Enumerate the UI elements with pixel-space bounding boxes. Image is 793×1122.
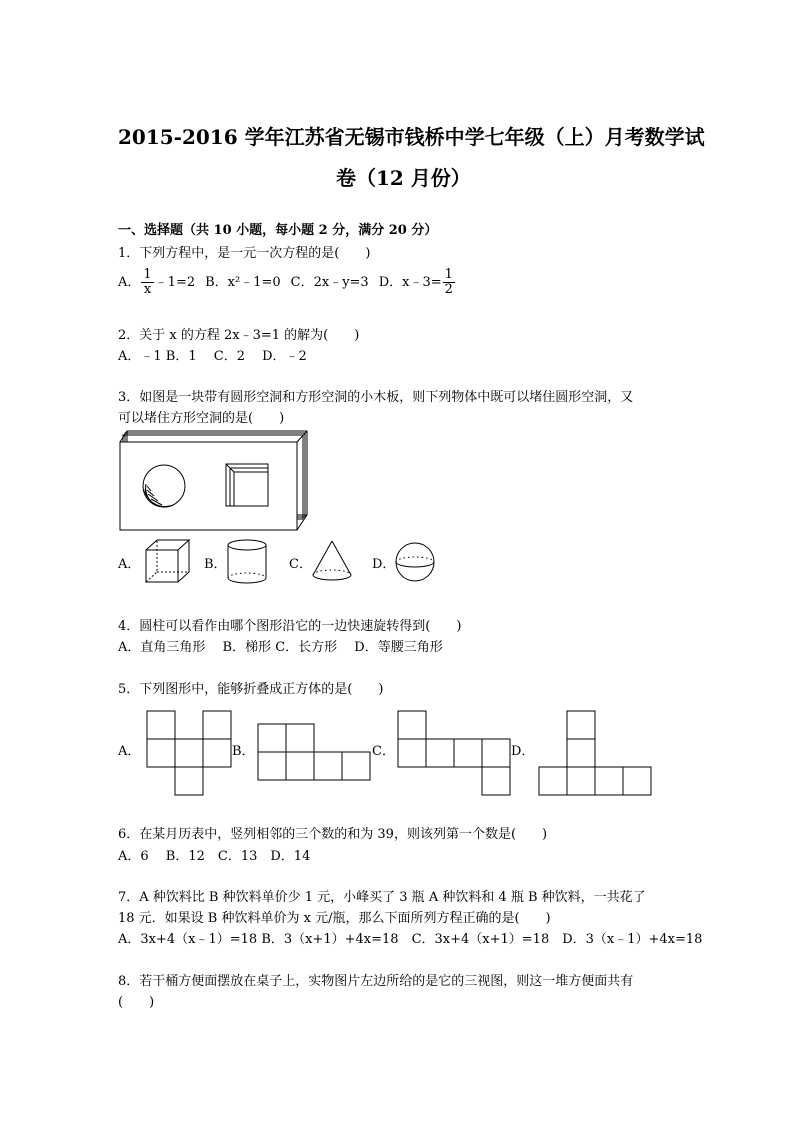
question-1-options xyxy=(118,268,456,296)
fraction-denominator: x xyxy=(143,281,152,297)
question-3-option-c: C． xyxy=(289,557,312,572)
question-3-option-b: B． xyxy=(204,557,227,572)
question-4-stem: 4．圆柱可以看作由哪个图形沿它的一边快速旋转得到( ) xyxy=(118,619,462,634)
page-title-line1: 2015-2016 学年江苏省无锡市钱桥中学七年级（上）月考数学试 xyxy=(118,125,705,149)
cube-net-d xyxy=(538,710,652,796)
cube-icon xyxy=(143,538,193,584)
fraction-numerator: 1 xyxy=(143,267,152,282)
option-b: B．x²﹣1=0 xyxy=(205,274,281,290)
cone-icon xyxy=(311,539,353,585)
question-5-option-a: A． xyxy=(118,744,141,759)
option-a-label: A． xyxy=(118,274,141,290)
option-c: C．2x﹣y=3 xyxy=(290,274,369,290)
cylinder-icon xyxy=(226,538,270,586)
question-5-stem: 5．下列图形中，能够折叠成正方体的是( ) xyxy=(118,682,384,697)
section-heading: 一、选择题（共 10 小题，每小题 2 分，满分 20 分） xyxy=(118,223,438,238)
wooden-board-figure xyxy=(118,430,310,532)
question-3-stem-line2: 可以堵住方形空洞的是( ) xyxy=(118,411,285,426)
question-7-stem-line1: 7．A 种饮料比 B 种饮料单价少 1 元，小峰买了 3 瓶 A 种饮料和 4 瓶 B 种饮料，一共花了 xyxy=(118,890,646,905)
fraction-1-over-2 xyxy=(443,268,455,296)
question-8-stem-line2: ( ) xyxy=(118,995,155,1010)
question-3-option-d: D． xyxy=(372,557,396,572)
question-5-option-d: D． xyxy=(511,744,535,759)
cube-net-b xyxy=(257,723,371,781)
question-5-option-c: C． xyxy=(372,744,395,759)
fraction-1-over-x xyxy=(141,268,153,296)
option-a-tail: ﹣1=2 xyxy=(154,274,196,290)
fraction-denominator: 2 xyxy=(444,281,453,297)
question-5-option-b: B． xyxy=(232,744,255,759)
question-7-options: A．3x+4（x﹣1）=18 B．3（x+1）+4x=18 C．3x+4（x+1）=18 D．3（x﹣1）+4x=18 xyxy=(118,932,703,947)
question-4-options: A．直角三角形 B．梯形 C．长方形 D．等腰三角形 xyxy=(118,640,443,655)
question-2-options: A．﹣1 B．1 C．2 D．﹣2 xyxy=(118,349,307,364)
sphere-icon xyxy=(395,542,437,584)
question-8-stem-line1: 8．若干桶方便面摆放在桌子上，实物图片左边所给的是它的三视图，则这一堆方便面共有 xyxy=(118,974,634,989)
question-3-option-a: A． xyxy=(118,557,141,572)
question-6-options: A．6 B．12 C．13 D．14 xyxy=(118,849,311,864)
question-7-stem-line2: 18 元．如果设 B 种饮料单价为 x 元/瓶，那么下面所列方程正确的是( ) xyxy=(118,911,551,926)
question-3-stem-line1: 3．如图是一块带有圆形空洞和方形空洞的小木板，则下列物体中既可以堵住圆形空洞，又 xyxy=(118,390,634,405)
question-2-stem: 2．关于 x 的方程 2x﹣3=1 的解为( ) xyxy=(118,328,360,343)
question-1-stem: 1．下列方程中，是一元一次方程的是( ) xyxy=(118,246,371,261)
question-6-stem: 6．在某月历表中，竖列相邻的三个数的和为 39，则该列第一个数是( ) xyxy=(118,827,548,842)
page-title-line2: 卷（12 月份） xyxy=(336,166,471,190)
option-d-head: D．x﹣3= xyxy=(378,274,442,290)
cube-net-a xyxy=(146,710,232,796)
cube-net-c xyxy=(397,710,511,796)
fraction-numerator: 1 xyxy=(444,267,453,282)
